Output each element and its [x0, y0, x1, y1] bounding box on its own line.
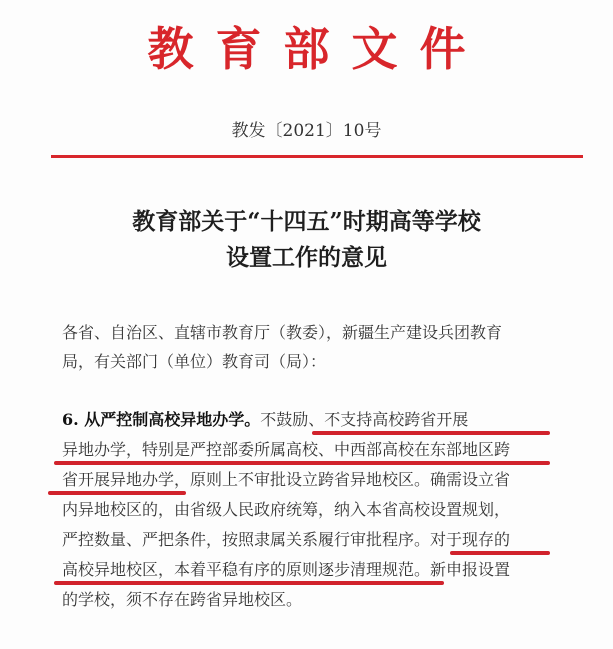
- clause-text: 内异地校区的，由省级人民政府统筹，纳入本省高校设置规划，: [62, 500, 511, 519]
- salutation-line: 局，有关部门（单位）教育司（局）：: [62, 352, 327, 371]
- clause-line: [62, 495, 562, 525]
- clause-text: 省开展异地办学，原则上不审批设立跨省异地校区。确需设立省: [62, 470, 511, 489]
- clause-line: [62, 465, 562, 495]
- salutation: [62, 318, 562, 376]
- salutation-line: 各省、自治区、直辖市教育厅（教委），新疆生产建设兵团教育: [62, 323, 503, 342]
- clause-line: [62, 525, 562, 555]
- clause-heading: 6. 从严控制高校异地办学。: [62, 410, 261, 429]
- clause-text: 异地办学，特别是严控部委所属高校、中西部高校在东部地区跨: [62, 440, 511, 459]
- document-title-line: 设置工作的意见: [226, 244, 387, 271]
- clause-line: [62, 585, 562, 615]
- clause-text: 不鼓励、不支持高校跨省开展: [260, 410, 469, 429]
- clause-line: [62, 555, 562, 585]
- document-title: [0, 204, 613, 276]
- clause-line: [62, 405, 562, 435]
- document-number: 教发〔2021〕10号: [231, 121, 382, 141]
- clause-paragraph: [62, 405, 562, 615]
- clause-text: 的学校，须不存在跨省异地校区。: [62, 590, 303, 609]
- red-divider: [51, 155, 583, 158]
- document-header-title: 教育部文件: [147, 22, 488, 76]
- document-title-line: 教育部关于“十四五”时期高等学校: [132, 208, 481, 235]
- clause-line: [62, 435, 562, 465]
- clause-text: 高校异地校区，本着平稳有序的原则逐步清理规范。新申报设置: [62, 560, 511, 579]
- clause-text: 严控数量、严把条件，按照隶属关系履行审批程序。对于现存的: [62, 530, 511, 549]
